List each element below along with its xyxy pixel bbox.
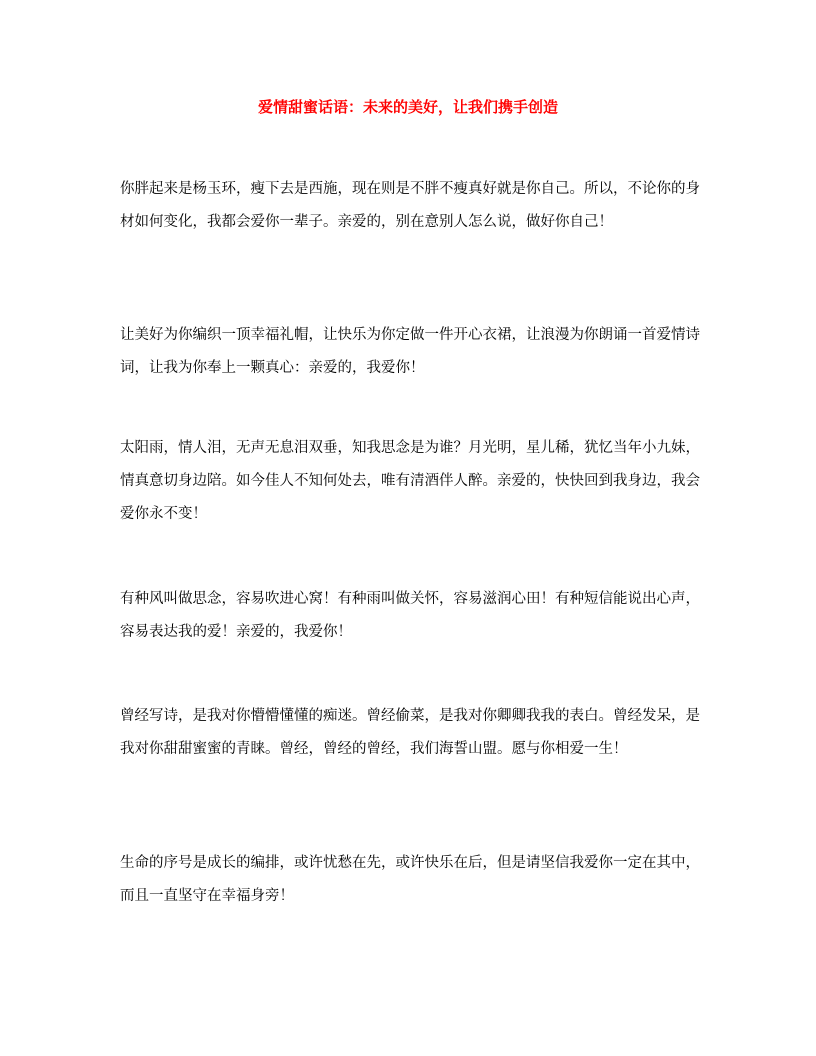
- paragraph-5: 曾经写诗，是我对你懵懵懂懂的痴迷。曾经偷菜，是我对你卿卿我我的表白。曾经发呆，是我对你甜甜蜜蜜的青睐。曾经，曾经的曾经，我们海誓山盟。愿与你相爱一生！: [120, 708, 700, 757]
- paragraph-1: 你胖起来是杨玉环，瘦下去是西施，现在则是不胖不瘦真好就是你自己。所以，不论你的身材如何变化，我都会爱你一辈子。亲爱的，别在意别人怎么说，做好你自己！: [120, 181, 700, 230]
- page-title: 爱情甜蜜话语：未来的美好，让我们携手创造: [257, 98, 558, 116]
- paragraph-6: 生命的序号是成长的编排，或许忧愁在先，或许快乐在后，但是请坚信我爱你一定在其中，而且一直坚守在幸福身旁！: [120, 855, 700, 904]
- paragraph-3: 太阳雨，情人泪，无声无息泪双垂，知我思念是为谁？月光明，星儿稀，犹忆当年小九妹，情真意切身边陪。如今佳人不知何处去，唯有清酒伴人醉。亲爱的，快快回到我身边，我会爱你永不变！: [120, 440, 700, 522]
- paragraph-2: 让美好为你编织一顶幸福礼帽，让快乐为你定做一件开心衣裙，让浪漫为你朗诵一首爱情诗词，让我为你奉上一颗真心：亲爱的，我爱你！: [120, 327, 700, 376]
- paragraph-4: 有种风叫做思念，容易吹进心窝！有种雨叫做关怀，容易滋润心田！有种短信能说出心声，容易表达我的爱！亲爱的，我爱你！: [120, 591, 700, 640]
